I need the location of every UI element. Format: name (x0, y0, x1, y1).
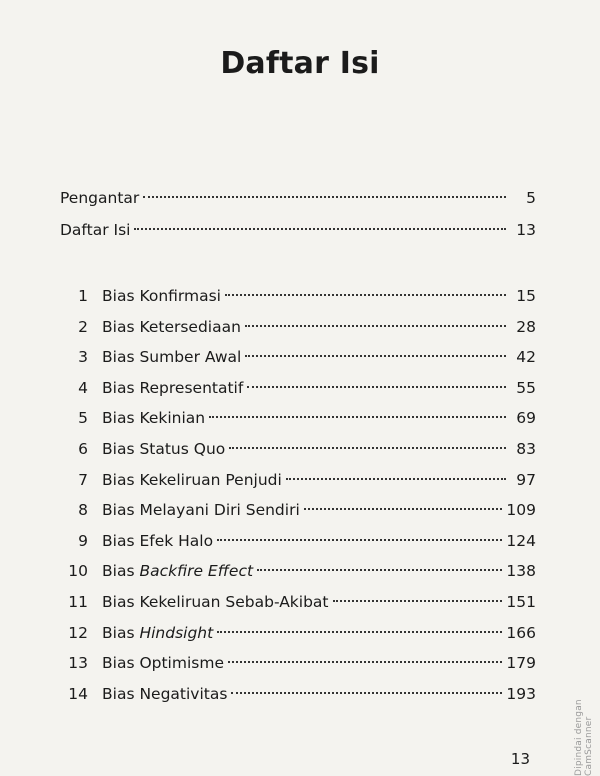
toc-label-text: Bias (102, 624, 140, 642)
toc-row-front (60, 218, 536, 242)
toc-label-text: Bias Optimisme (102, 654, 224, 672)
toc-label (102, 529, 213, 553)
bleed-through-text (180, 80, 190, 115)
toc-row-chapter (48, 498, 536, 522)
toc-label (102, 651, 224, 675)
toc-row-chapter (48, 406, 536, 430)
toc-label-text: Bias Kekeliruan Penjudi (102, 471, 282, 489)
chapter-number: 14 (68, 685, 88, 703)
dot-leader (257, 569, 502, 571)
chapter-number: 2 (78, 318, 88, 336)
dot-leader (231, 692, 502, 694)
toc-label-text: Bias Kekeliruan Sebab-Akibat (102, 593, 329, 611)
toc-page-number: 109 (506, 501, 536, 519)
chapter-number: 3 (78, 348, 88, 366)
toc-label-italic: Hindsight (139, 624, 214, 642)
toc-page-number: 151 (506, 593, 536, 611)
toc-row-front (60, 186, 536, 210)
toc-label-text: Bias Kekinian (102, 409, 206, 427)
toc-page-number: 138 (506, 562, 536, 580)
toc-label-text: Bias Efek Halo (102, 532, 214, 550)
toc-row-chapter (48, 590, 536, 614)
scanner-watermark: Dipindai dengan CamScanner (574, 699, 594, 776)
toc-label (102, 315, 241, 339)
dot-leader (217, 539, 502, 541)
chapter-number: 6 (78, 440, 88, 458)
toc-page-number: 5 (526, 189, 536, 207)
toc-row-chapter (48, 682, 536, 706)
toc-page-number: 42 (516, 348, 536, 366)
toc-label (102, 621, 213, 645)
toc-label (102, 559, 253, 583)
toc-page-number: 15 (516, 287, 536, 305)
chapter-number: 4 (78, 379, 88, 397)
toc-label (102, 498, 300, 522)
toc-label-text: Bias Representatif (102, 379, 244, 397)
toc-page-number: 28 (516, 318, 536, 336)
chapter-number: 5 (78, 409, 88, 427)
page-title: Daftar Isi (220, 46, 380, 81)
toc-label-text: Bias Ketersediaan (102, 318, 241, 336)
toc-label-text: Bias Sumber Awal (102, 348, 242, 366)
toc-label (102, 682, 227, 706)
toc-row-chapter (48, 651, 536, 675)
toc-page-number: 193 (506, 685, 536, 703)
toc-label: Daftar Isi (60, 221, 131, 239)
dot-leader (286, 478, 506, 480)
toc-label (102, 284, 221, 308)
toc-page-number: 179 (506, 654, 536, 672)
toc-row-chapter (48, 529, 536, 553)
toc-page-number: 97 (516, 471, 536, 489)
dot-leader (247, 386, 506, 388)
dot-leader (245, 355, 506, 357)
toc-page-number: 13 (516, 221, 536, 239)
toc-page-number: 166 (506, 624, 536, 642)
toc-row-chapter (48, 345, 536, 369)
dot-leader (209, 416, 506, 418)
dot-leader (225, 294, 506, 296)
toc-row-chapter (48, 621, 536, 645)
toc-label-text: Bias Status Quo (102, 440, 226, 458)
toc-row-chapter (48, 376, 536, 400)
dot-leader (228, 661, 502, 663)
chapter-number: 8 (78, 501, 88, 519)
toc-row-chapter (48, 468, 536, 492)
toc-label-text: Bias (102, 562, 140, 580)
toc-label (102, 437, 225, 461)
toc-row-chapter (48, 315, 536, 339)
toc-page-number: 69 (516, 409, 536, 427)
dot-leader (245, 325, 506, 327)
dot-leader (143, 196, 506, 198)
toc-label (102, 590, 329, 614)
dot-leader (134, 228, 506, 230)
chapter-number: 7 (78, 471, 88, 489)
dot-leader (217, 631, 502, 633)
toc-page-number: 83 (516, 440, 536, 458)
toc-page-number: 55 (516, 379, 536, 397)
toc-row-chapter (48, 437, 536, 461)
footer-page-number: 13 (510, 750, 530, 768)
toc-label-text: Bias Negativitas (102, 685, 228, 703)
dot-leader (229, 447, 506, 449)
chapter-number: 9 (78, 532, 88, 550)
dot-leader (333, 600, 503, 602)
toc-label (102, 345, 241, 369)
chapter-number: 11 (68, 593, 88, 611)
chapter-number: 12 (68, 624, 88, 642)
toc-label (102, 468, 282, 492)
chapter-number: 13 (68, 654, 88, 672)
toc-row-chapter (48, 284, 536, 308)
toc-label-text: Bias Konfirmasi (102, 287, 221, 305)
chapter-number: 10 (68, 562, 88, 580)
toc-label (102, 406, 205, 430)
toc-label-italic: Backfire Effect (139, 562, 254, 580)
toc-page-number: 124 (506, 532, 536, 550)
dot-leader (304, 508, 503, 510)
toc-label (102, 376, 243, 400)
toc-row-chapter (48, 559, 536, 583)
toc-label-text: Bias Melayani Diri Sendiri (102, 501, 300, 519)
chapter-number: 1 (78, 287, 88, 305)
toc-label: Pengantar (60, 189, 140, 207)
